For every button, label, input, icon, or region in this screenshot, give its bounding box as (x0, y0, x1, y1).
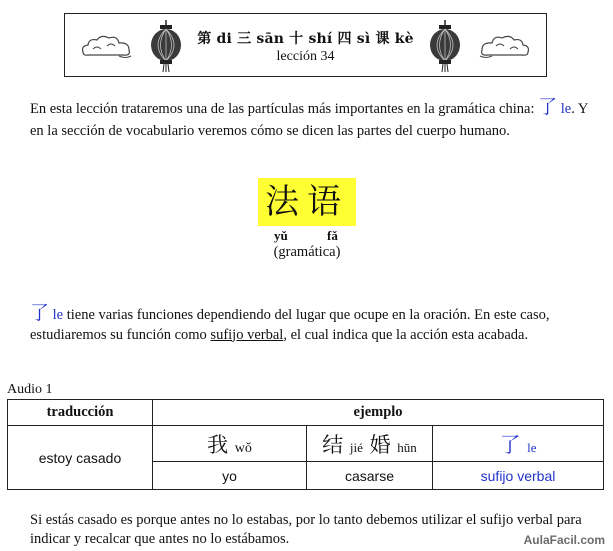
word-wo (153, 426, 307, 462)
conclusion-paragraph: Si estás casado es porque antes no lo estabas, por lo tanto debemos utilizar el sufijo verbal para indicar y recalcar que antes no lo estábamos. (30, 512, 582, 547)
header-translation: traducción (8, 400, 153, 426)
pinyin-hun: hūn (397, 439, 417, 455)
pinyin-wo: wǒ (234, 440, 252, 456)
watermark (524, 533, 605, 547)
verbal-suffix-term: sufijo verbal (210, 326, 284, 343)
audio-label[interactable]: Audio 1 (7, 382, 53, 397)
header-example: ejemplo (153, 400, 604, 426)
example-hanzi: 法语 (265, 182, 349, 222)
lantern-icon (428, 20, 462, 72)
intro-text-end: . Y en la sección de vocabulario veremos cómo se dicen las partes del cuerpo humano. (30, 101, 588, 139)
meaning-yo: yo (153, 462, 307, 490)
intro-paragraph (30, 96, 590, 142)
cloud-icon (478, 34, 532, 60)
le-pinyin: le (560, 101, 572, 117)
translation-cell: estoy casado (8, 426, 153, 490)
lesson-number: lección 34 (276, 49, 335, 64)
watermark-text: AulaFacil.com (523, 533, 605, 547)
meaning-sufijo: sufijo verbal (433, 462, 604, 490)
table-row (8, 426, 604, 462)
hanzi-hun: 婚 (369, 432, 391, 457)
meaning-casarse: casarse (307, 462, 433, 490)
le-function-paragraph (30, 304, 590, 345)
hanzi-wo: 我 (207, 432, 229, 457)
function-text: tiene varias funciones dependiendo del lugar que ocupe en la oración. En este caso, estudiaremos su función como (30, 307, 550, 343)
hanzi-le: 了 (499, 432, 521, 457)
example-table (7, 399, 604, 490)
pinyin-second: fǎ (327, 228, 338, 243)
pinyin-jie: jié (349, 439, 363, 455)
hanzi-jie: 结 (322, 432, 344, 457)
lesson-title: 第 di 三 sān 十 shí 四 sì 课 kè (197, 31, 414, 47)
function-text-end: , el cual indica que la acción esta acabada. (283, 326, 529, 343)
example-gloss: (gramática) (273, 244, 341, 260)
le-pinyin: le (52, 307, 64, 323)
le-character: 了 (30, 302, 50, 324)
intro-text: En esta lección trataremos una de las partículas más importantes en la gramática china: (30, 101, 539, 117)
pinyin-le: le (527, 439, 537, 455)
word-jiehun (307, 426, 433, 462)
le-character: 了 (538, 96, 558, 118)
lesson-header (64, 13, 547, 77)
pinyin-first: yǔ (274, 228, 288, 243)
word-le (433, 426, 604, 462)
table-header-row (8, 400, 604, 426)
